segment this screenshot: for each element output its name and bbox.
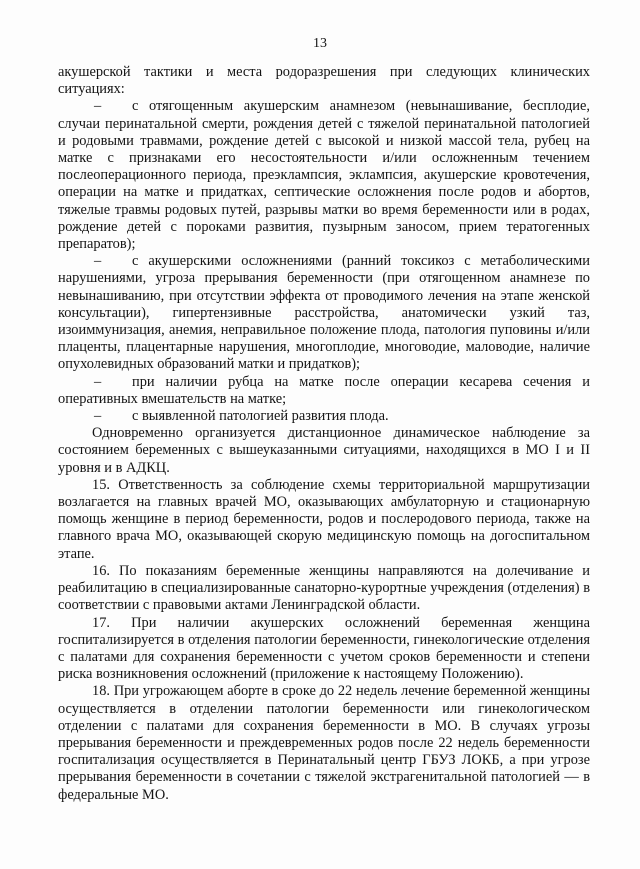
list-item [58,253,590,373]
paragraph-16: 16. По показаниям беременные женщины направляются на долечивание и реабилитацию в специализированные санаторно-курортные учреждения (отделения) в соответствии с правовыми актами Ленинградской области. [58,562,590,614]
list-item [58,374,590,408]
paragraph-18: 18. При угрожающем аборте в сроке до 22 недель лечение беременной женщины осуществляется в отделении патологии беременности или гинекологическом отделении с палатами для сохранения беременности в МО. В случаях угрозы прерывания беременности и преждевременных родов после 22 недель беременности госпитализация осуществляется в Перинатальный центр ГБУЗ ЛОКБ, а при угрозе прерывания беременности в сочетании с тяжелой экстрагенитальной патологией — в федеральные МО. [58,683,590,803]
paragraph-remote-monitoring: Одновременно организуется дистанционное динамическое наблюдение за состоянием беременных с вышеуказанными ситуациями, находящихся в МО I и II уровня и в АДКЦ. [58,425,590,476]
dash-marker: – [94,98,102,115]
intro-paragraph: акушерской тактики и места родоразрешения при следующих клинических ситуациях: [58,64,590,98]
document-body [58,64,590,804]
list-item-text: при наличии рубца на матке после операции кесарева сечения и оперативных вмешательств на матке; [58,373,590,407]
paragraph-15: 15. Ответственность за соблюдение схемы территориальной маршрутизации возлагается на главных врачей МО, оказывающих амбулаторную и стационарную помощь женщине в период беременности, родов и послеродового периода, также на главного врача МО, оказывающей скорую медицинскую помощь на догоспитальном этапе. [58,476,590,562]
list-item [58,408,590,425]
dash-marker: – [94,253,102,270]
page-number: 13 [313,36,327,51]
list-item-text: с акушерскими осложнениями (ранний токсикоз с метаболическими нарушениями, угроза прерывания беременности (при отягощенном анамнезе по невынашиванию, при отсутствии эффекта от проводимого лечения на этапе женской консультации), гипертензивные расстройства, анатомически узкий таз, изоиммунизация, анемия, неправильное положение плода, патология пуповины и/или плаценты, плацентарные нарушения, многоплодие, многоводие, маловодие, наличие опухолевидных образований матки и придатков); [58,253,590,373]
dash-marker: – [94,408,102,425]
list-item-text: с отягощенным акушерским анамнезом (невынашивание, бесплодие, случаи перинатальной смерти, рождения детей с тяжелой перинатальной патологией и родовыми травмами, рождение детей с высокой и низкой массой тела, рубец на матке с признаками его несостоятельности и/или осложненным течением послеоперационного периода, преэклампсия, эклампсия, акушерские кровотечения, операции на матке и придатках, септические осложнения после родов и абортов, тяжелые травмы родовых путей, разрывы матки во время беременности или в родах, рождение детей с пороками развития, пузырным заносом, прием тератогенных препаратов); [58,98,590,253]
dash-marker: – [94,373,102,390]
paragraph-17: 17. При наличии акушерских осложнений беременная женщина госпитализируется в отделения патологии беременности, гинекологические отделения с палатами для сохранения беременности с учетом сроков беременности и степени риска возникновения осложнений (приложение к настоящему Положению). [58,614,590,683]
list-item-text: с выявленной патологией развития плода. [132,408,389,425]
list-item [58,98,590,253]
